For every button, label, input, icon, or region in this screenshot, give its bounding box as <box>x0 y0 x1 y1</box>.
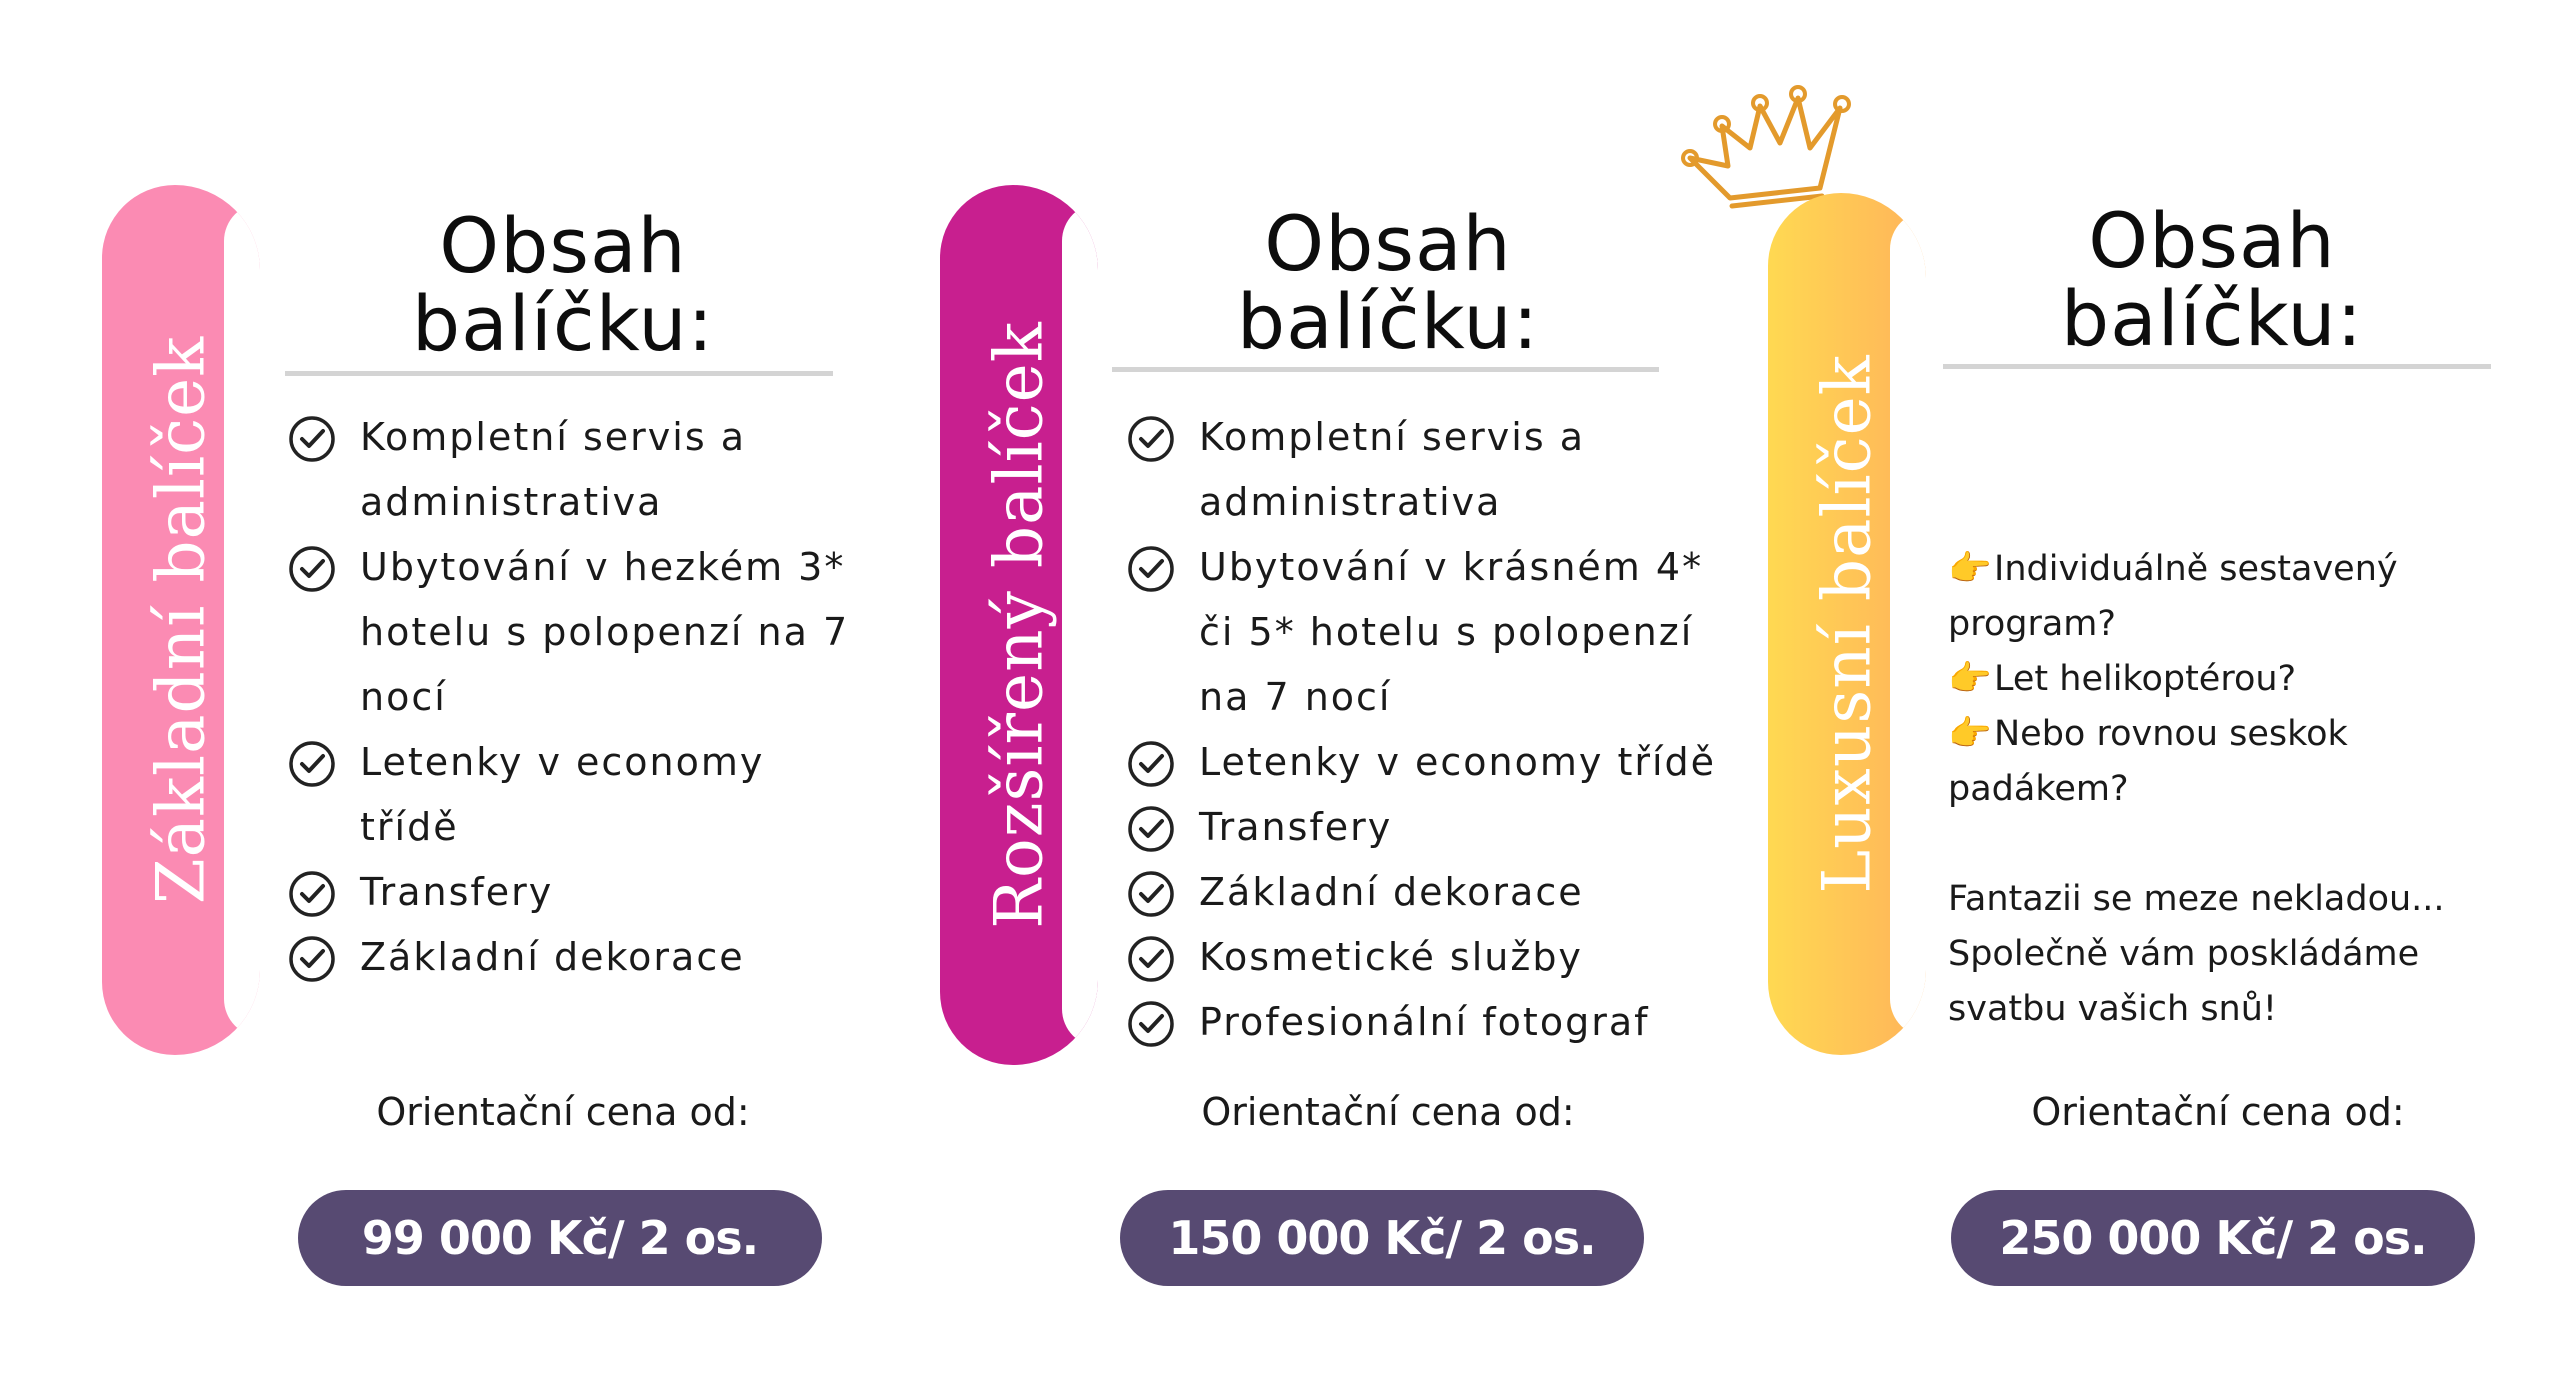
check-circle-icon <box>1127 740 1175 788</box>
luxury-package-heading: Obsah balíčku: <box>2060 196 2364 363</box>
luxury-price-badge: 250 000 Kč/ 2 os. <box>1951 1190 2475 1286</box>
luxury-bullet: 👉Let helikoptérou? <box>1948 652 2508 707</box>
check-circle-icon <box>288 870 336 918</box>
luxury-price-label: Orientační cena od: <box>2031 1090 2405 1134</box>
luxury-bullet: 👉Nebo rovnou seskok padákem? <box>1948 707 2508 817</box>
luxury-closing-line: Společně vám poskládáme svatbu vašich snů! <box>1948 934 2420 1029</box>
feature-item: Transfery <box>288 860 868 925</box>
extended-package-tab <box>940 185 1098 1065</box>
basic-price-badge: 99 000 Kč/ 2 os. <box>298 1190 822 1286</box>
pointing-hand-icon: 👉 <box>1948 714 1992 754</box>
check-circle-icon <box>1127 1000 1175 1048</box>
check-circle-icon <box>288 415 336 463</box>
check-circle-icon <box>1127 805 1175 853</box>
pointing-hand-icon: 👉 <box>1948 549 1992 589</box>
check-circle-icon <box>1127 935 1175 983</box>
basic-price-label: Orientační cena od: <box>376 1090 750 1134</box>
feature-item: Kompletní servis a administrativa <box>288 405 868 535</box>
pointing-hand-icon: 👉 <box>1948 659 1992 699</box>
feature-item: Transfery <box>1127 795 1717 860</box>
basic-heading-divider <box>285 371 833 376</box>
check-circle-icon <box>288 545 336 593</box>
feature-item: Profesionální fotograf <box>1127 990 1717 1055</box>
basic-feature-list <box>288 405 868 990</box>
feature-item: Základní dekorace <box>1127 860 1717 925</box>
feature-item: Ubytování v hezkém 3* hotelu s polopenzí na 7 nocí <box>288 535 868 730</box>
luxury-closing-line: Fantazii se meze nekladou... <box>1948 879 2445 919</box>
extended-feature-list <box>1127 405 1717 1055</box>
basic-package-title: Základní balíček <box>142 335 220 905</box>
feature-item: Ubytování v krásném 4* či 5* hotelu s polopenzí na 7 nocí <box>1127 535 1717 730</box>
feature-item: Kompletní servis a administrativa <box>1127 405 1717 535</box>
luxury-heading-divider <box>1943 364 2491 369</box>
feature-item: Letenky v economy třídě <box>288 730 868 860</box>
luxury-bullet: 👉Individuálně sestavený program? <box>1948 542 2508 652</box>
basic-package-tab <box>102 185 260 1055</box>
basic-package-heading: Obsah balíčku: <box>411 201 715 368</box>
feature-item: Základní dekorace <box>288 925 868 990</box>
feature-item: Letenky v economy třídě <box>1127 730 1717 795</box>
check-circle-icon <box>1127 545 1175 593</box>
extended-price-label: Orientační cena od: <box>1201 1090 1575 1134</box>
check-circle-icon <box>1127 870 1175 918</box>
feature-item: Kosmetické služby <box>1127 925 1717 990</box>
extended-price-badge: 150 000 Kč/ 2 os. <box>1120 1190 1644 1286</box>
luxury-package-title: Luxusní balíček <box>1808 354 1886 894</box>
extended-package-title: Rozšířený balíček <box>980 321 1058 929</box>
luxury-description <box>1948 542 2508 1037</box>
extended-package-heading: Obsah balíčku: <box>1236 199 1540 366</box>
check-circle-icon <box>1127 415 1175 463</box>
extended-heading-divider <box>1112 367 1659 372</box>
check-circle-icon <box>288 740 336 788</box>
check-circle-icon <box>288 935 336 983</box>
luxury-package-tab <box>1768 193 1926 1055</box>
